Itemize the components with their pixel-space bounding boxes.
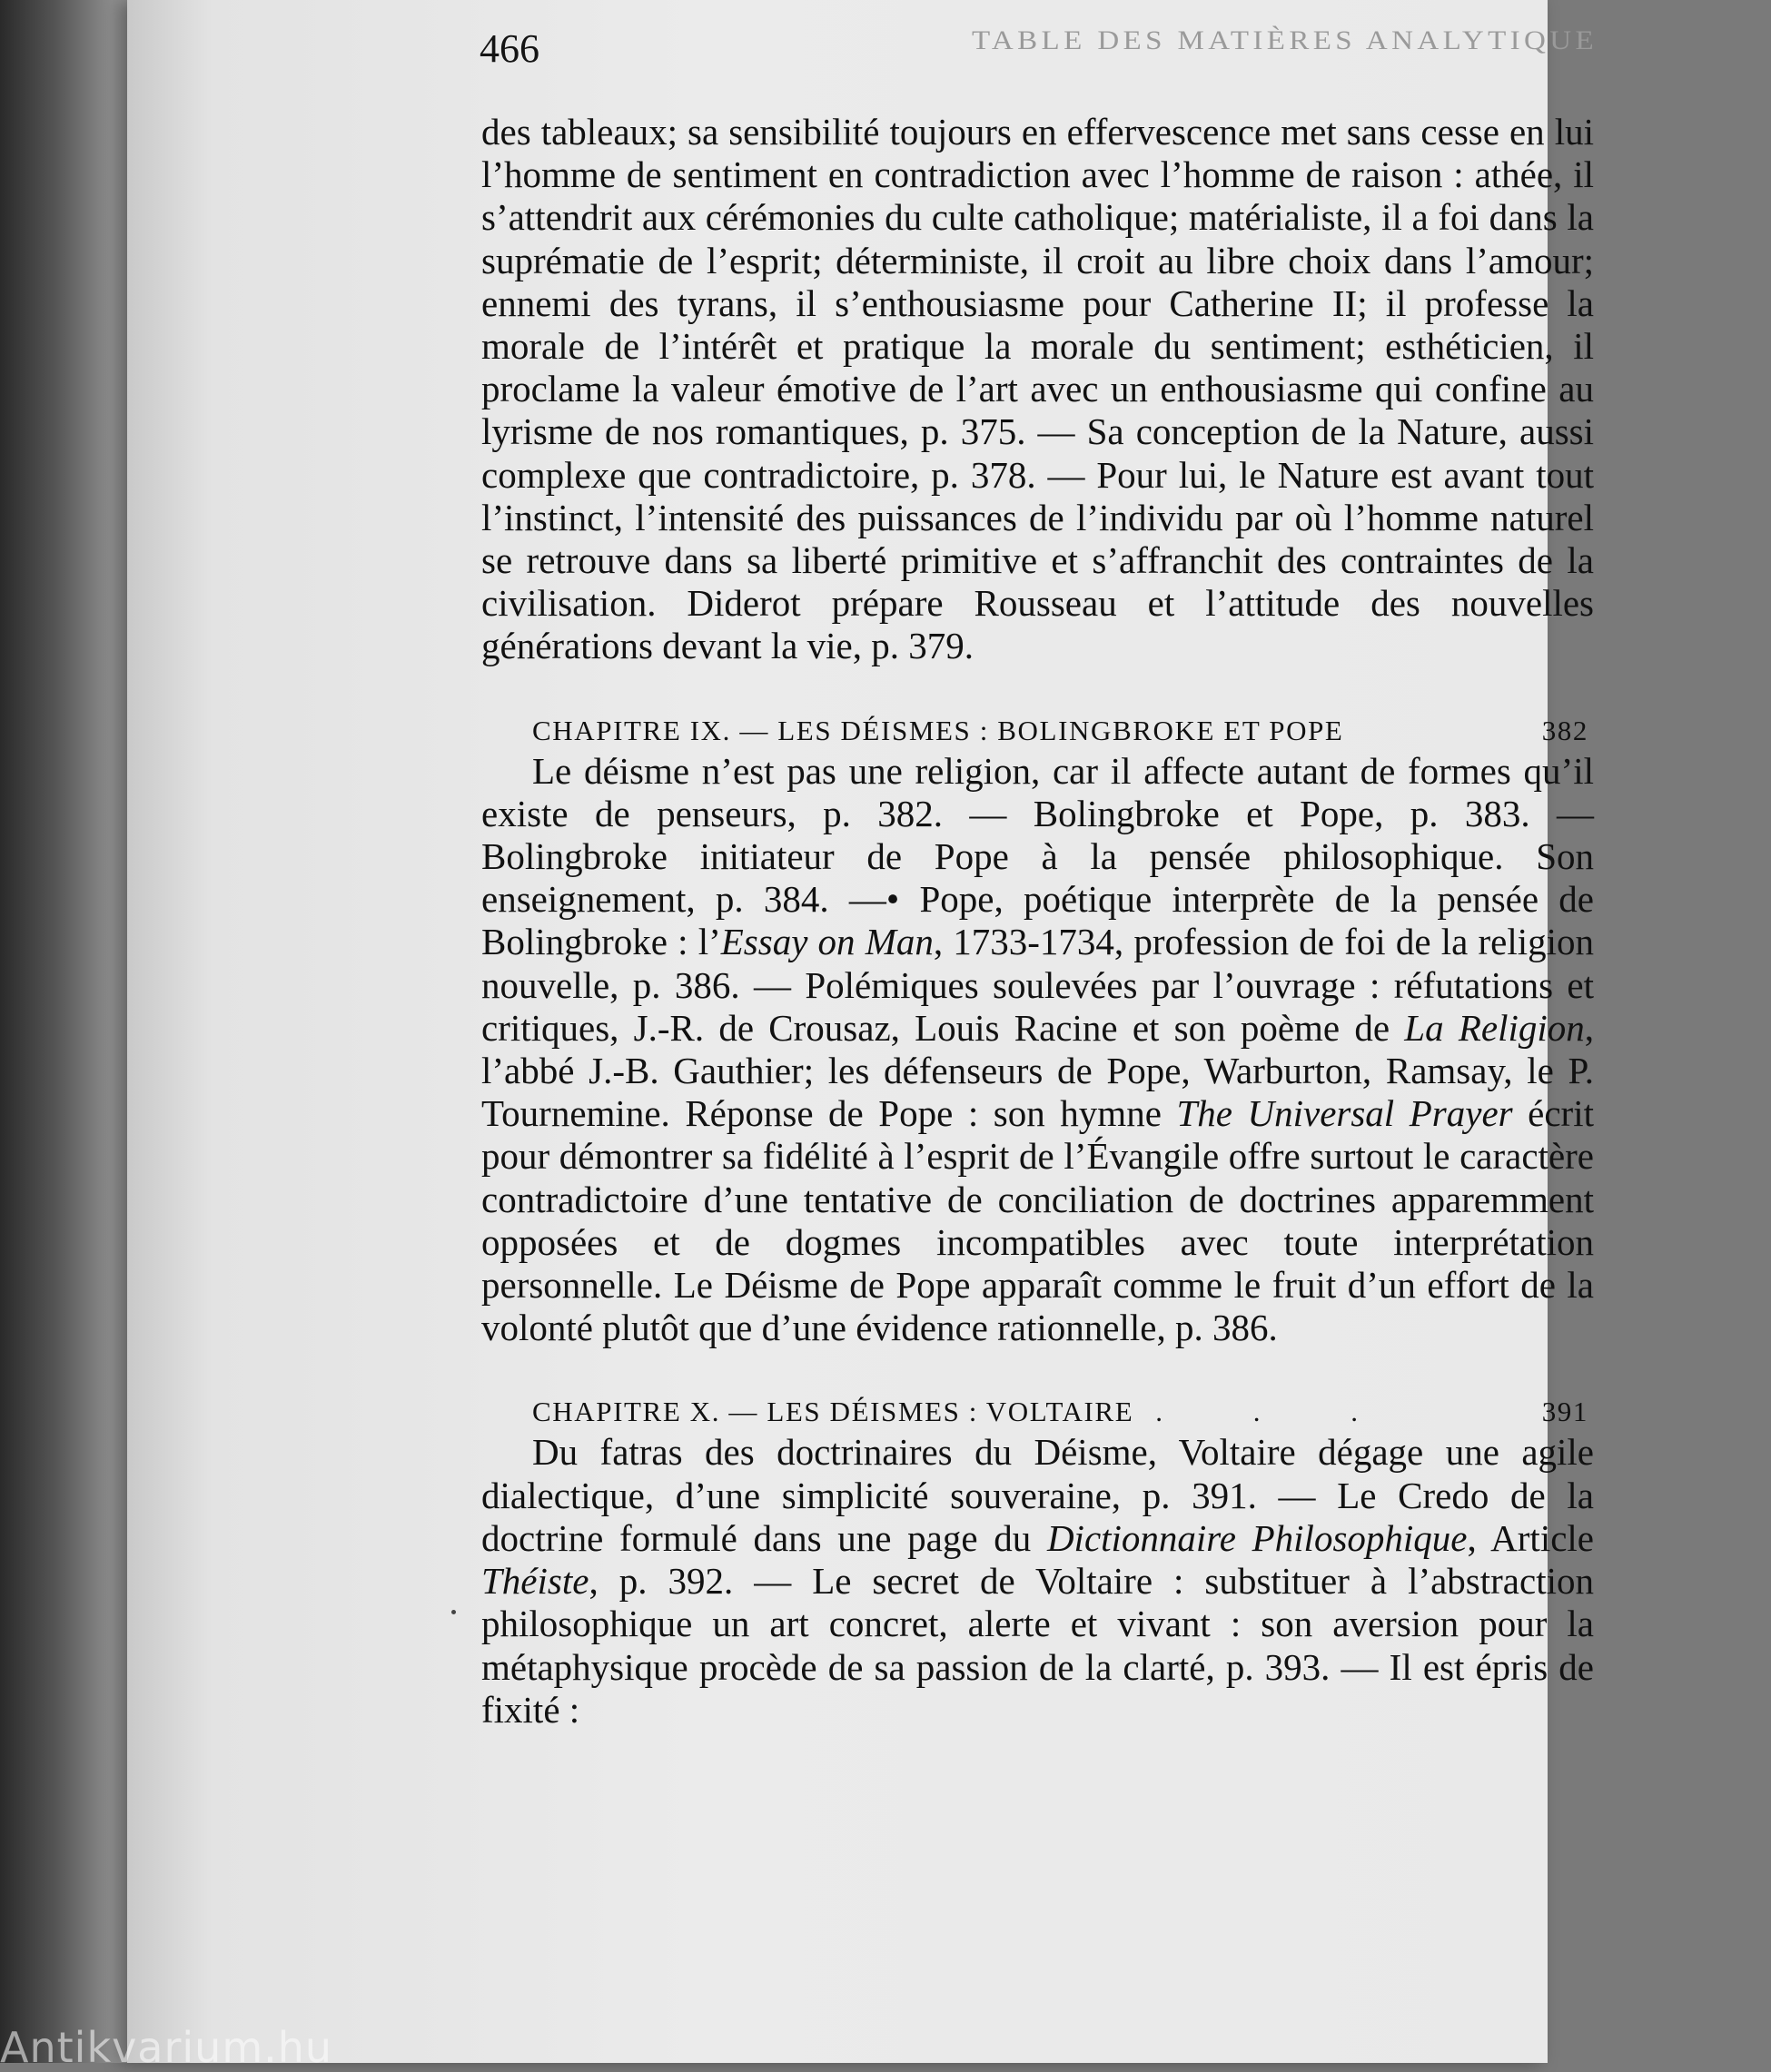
chapter-heading-ix xyxy=(532,712,1588,750)
text-run: , Article xyxy=(1467,1516,1594,1559)
text-run: écrit pour démontrer sa fidélité à l’esprit de l’Évangile offre surtout le caractère contradictoire d’une tentative de conciliation de doctrines apparemment opposées et de dogmes incompatibles avec toute interprétation personnelle. Le Déisme de Pope apparaît comme le fruit d’un effort de la volonté plutôt que d’une évidence rationnelle, p. 386. xyxy=(481,1092,1594,1349)
italic-title: Théiste xyxy=(481,1560,589,1603)
text-run: Du fatras des doctrinaires du Déisme, Voltaire dégage une agile dialectique, d’une simplicité souveraine, p. 391. — Le Credo de la doctrine formulé dans une page du xyxy=(481,1431,1594,1559)
italic-title: The Universal Prayer xyxy=(1176,1092,1513,1135)
text-run: Le déisme n’est pas une religion, car il affecte autant de formes qu’il existe de penseurs, p. 382. — Bolingbroke et Pope, p. 383. — Bolingbroke initiateur de Pope à la pensée philosophique. Son enseignement, p. 384. —• Pope, poétique interprète de la pensée de Bolingbroke : l’ xyxy=(481,749,1594,963)
chapter-page-ref: 391 xyxy=(1541,1396,1588,1428)
page-content xyxy=(481,111,1594,1732)
paragraph-chapter-x xyxy=(481,1431,1594,1731)
chapter-heading-x xyxy=(532,1393,1588,1431)
running-title: TABLE DES MATIÈRES ANALYTIQUE xyxy=(972,25,1598,55)
italic-title: La Religion xyxy=(1404,1006,1585,1049)
watermark: Antikvarium.hu xyxy=(0,2023,333,2072)
page-number: 466 xyxy=(480,26,539,71)
italic-title: Dictionnaire Philosophique xyxy=(1046,1516,1468,1559)
chapter-title: CHAPITRE X. — LES DÉISMES : VOLTAIRE xyxy=(532,1396,1134,1428)
text-run: , 1733-1734, profession de foi de la religion nouvelle, p. 386. — Polémiques soulevées par l’ouvrage : réfutations et critiques, J.-R. de Crousaz, Louis Racine et son poème de xyxy=(481,921,1594,1049)
paragraph-chapter-ix xyxy=(481,750,1594,1350)
paragraph-diderot: des tableaux; sa sensibilité toujours en effervescence met sans cesse en lui l’homme de sentiment en contradiction avec l’homme de raison : athée, il s’attendrit aux cérémonies du culte catholique; matérialiste, il a foi dans la suprématie de l’esprit; déterministe, il croit au libre choix dans l’amour; ennemi des tyrans, il s’enthousiasme pour Catherine II; il professe la morale de l’intérêt et pratique la morale du sentiment; esthéticien, il proclame la valeur émotive de l’art avec un enthousiasme qui confine au lyrisme de nos romantiques, p. 375. — Sa conception de la Nature, aussi complexe que contradictoire, p. 378. — Pour lui, le Nature est avant tout l’instinct, l’intensité des puissances de l’individu par où l’homme naturel se retrouve dans sa liberté primitive et s’affranchit des contraintes de la civilisation. Diderot prépare Rousseau et l’attitude des nouvelles générations devant la vie, p. 379. xyxy=(481,111,1594,667)
chapter-title: CHAPITRE IX. — LES DÉISMES : BOLINGBROKE ET POPE xyxy=(532,714,1344,746)
print-speck xyxy=(451,1610,456,1614)
text-run: , p. 392. — Le secret de Voltaire : substituer à l’abstraction philosophique un art concret, alerte et vivant : son aversion pour la métaphysique procède de sa passion de la clarté, p. 393. — Il est épris de fixité : xyxy=(481,1560,1594,1731)
text-run: , l’abbé J.-B. Gauthier; les défenseurs de Pope, Warburton, Ramsay, le P. Tournemine. Réponse de Pope : son hymne xyxy=(481,1006,1595,1135)
chapter-page-ref: 382 xyxy=(1541,714,1588,746)
book-page xyxy=(127,0,1598,2063)
leader-dots: . . . xyxy=(1155,1396,1400,1428)
italic-title: Essay on Man xyxy=(720,921,934,963)
